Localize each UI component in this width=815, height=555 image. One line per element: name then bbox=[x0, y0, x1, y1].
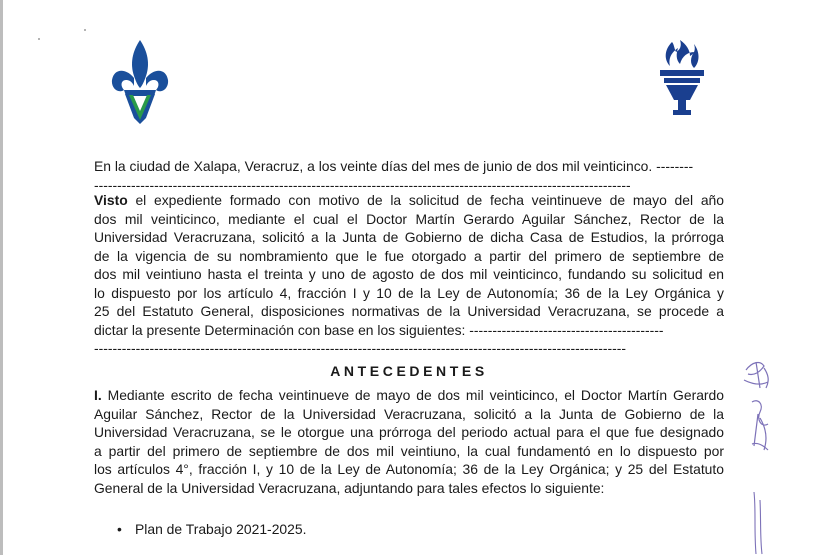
visto-line: Universidad Veracruzana, solicitó a la Junta de Gobierno de dicha Casa de Estudios, la prórroga bbox=[94, 229, 724, 245]
antecedente-line: Universidad Veracruzana, se le otorgue una prórroga del periodo actual para el que fue designado bbox=[94, 424, 724, 440]
antecedente-line: Aguilar Sánchez, Rector de la Universidad Veracruzana, solicitó a la Junta de Gobierno de la bbox=[94, 405, 724, 422]
uv-antorcha-logo bbox=[650, 36, 714, 120]
antecedentes-heading: ANTECEDENTES bbox=[330, 363, 488, 379]
visto-line: 25 del Estatuto General, disposiciones normativas de la Universidad Veracruzana, se procede a bbox=[94, 303, 724, 319]
antecedente-one-paragraph bbox=[94, 386, 724, 497]
visto-line: dos mil veintiuno hasta el treinta y uno de agosto de dos mil veinticinco, fundando su solicitud en bbox=[94, 266, 724, 282]
uv-flor-de-liz-v-logo bbox=[108, 38, 172, 126]
visto-line: el expediente formado con motivo de la solicitud de fecha veintinueve de mayo del año bbox=[127, 192, 724, 208]
city-date-paragraph bbox=[94, 157, 724, 194]
list-item bbox=[117, 520, 306, 539]
visto-line: lo dispuesto por los artículo 4, fracción I y 10 de la Ley de Autonomía; 36 de la Ley Orgánica y bbox=[94, 284, 724, 301]
visto-paragraph bbox=[94, 191, 724, 358]
visto-line: dictar la presente Determinación con base en los siguientes: ------------------------------------------ bbox=[94, 321, 664, 338]
visto-label: Visto bbox=[94, 192, 128, 208]
antecedente-line: a partir del primero de septiembre de dos mil veintiuno, la cual fundamentó en lo dispuesto por bbox=[94, 442, 724, 459]
scan-speck bbox=[38, 38, 40, 40]
city-date-line: En la ciudad de Xalapa, Veracruz, a los veinte días del mes de junio de dos mil veinticinco. -------- bbox=[94, 158, 694, 174]
list-item-text: Plan de Trabajo 2021-2025. bbox=[135, 521, 307, 537]
signature-stroke bbox=[748, 490, 768, 555]
page-edge bbox=[0, 0, 3, 555]
scan-speck bbox=[84, 29, 86, 31]
antecedente-line: General de la Universidad Veracruzana, adjuntando para tales efectos lo siguiente: bbox=[94, 479, 605, 496]
antecedente-line: los artículos 4°, fracción I, y 10 de la Ley de Autonomía; 36 de la Ley Orgánica; y 25 del Estatuto bbox=[94, 461, 724, 477]
dash-separator: -------------------------------------------------------------------------------------------------------------------- bbox=[94, 176, 631, 193]
bullet-icon: • bbox=[117, 521, 122, 537]
dash-separator: ------------------------------------------------------------------------------------------------------------------- bbox=[94, 340, 626, 356]
roman-numeral-one: I. bbox=[94, 387, 102, 403]
visto-line: de la vigencia de su nombramiento que le fue otorgado a partir del primero de septiembre de bbox=[94, 247, 724, 264]
visto-line: dos mil veinticinco, mediante el cual el Doctor Martín Gerardo Aguilar Sánchez, Rector de la bbox=[94, 210, 724, 227]
antecedente-line: Mediante escrito de fecha veintinueve de mayo de dos mil veinticinco, el Doctor Martín Gerardo bbox=[101, 387, 724, 403]
handwritten-initials-signature bbox=[738, 358, 786, 478]
